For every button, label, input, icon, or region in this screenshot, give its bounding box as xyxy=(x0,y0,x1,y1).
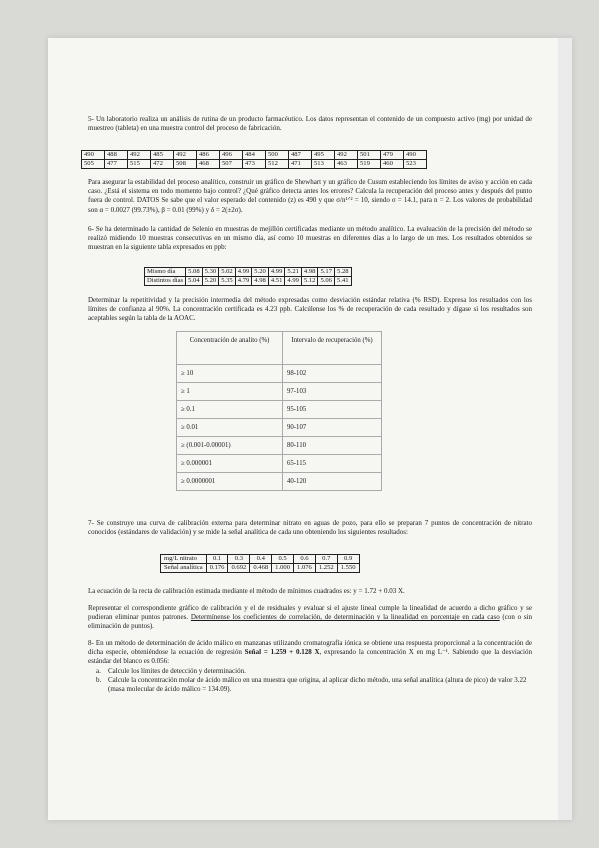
problem-8-intro-a: 8- En un método de determinación de ácido málico en manzanas utilizando cromatografía iónica se obtiene una respuesta proporcional a la concentración de dicha especie, obteniéndose la ecuación de regresión xyxy=(88,639,532,657)
document-page xyxy=(48,38,572,820)
table-row xyxy=(161,564,360,573)
table-cell: 0.6 xyxy=(294,555,316,564)
selenium-table xyxy=(144,267,352,286)
concentration-cell: ≥ 0.0000001 xyxy=(177,473,283,491)
table-cell: 492 xyxy=(174,151,197,160)
table-cell: 0.176 xyxy=(206,564,228,573)
list-item-text: Calcule los límites de detección y determinación. xyxy=(108,667,246,675)
table-cell: 1.550 xyxy=(337,564,359,573)
table-cell: 0.9 xyxy=(337,555,359,564)
problem-8-intro xyxy=(88,639,532,667)
table-cell: 5.06 xyxy=(318,277,335,286)
table-cell: 468 xyxy=(197,160,220,169)
column-header-recovery: Intervalo de recuperación (%) xyxy=(283,332,382,365)
recovery-cell: 98-102 xyxy=(283,365,382,383)
table-cell: 4.98 xyxy=(252,277,269,286)
table-row xyxy=(177,365,382,383)
table-cell: 0.3 xyxy=(228,555,250,564)
recovery-cell: 80-110 xyxy=(283,437,382,455)
table-cell: 460 xyxy=(381,160,404,169)
table-cell: 496 xyxy=(220,151,243,160)
problem-6-text: Determinar la repetitividad y la precisión intermedia del método expresadas como desviación estándar relativa (% RSD). Expresa los resultados con los límites de confianza al 90%. La concentración certificada es 4.23 ppb. Calcúlense los % de recuperación de cada resultado y dígase si los resultados son aceptables según la tabla de la AOAC. xyxy=(88,296,532,323)
table-cell: 1.252 xyxy=(315,564,337,573)
table-cell: 513 xyxy=(312,160,335,169)
table-row xyxy=(82,160,427,169)
table-cell: 490 xyxy=(404,151,427,160)
table-cell: 5.28 xyxy=(335,268,352,277)
table-cell: 495 xyxy=(312,151,335,160)
list-item xyxy=(92,667,532,676)
row-label-same-day: Mismo día xyxy=(145,268,186,277)
table-cell: 0.4 xyxy=(250,555,272,564)
problem-5-intro: 5- Un laboratorio realiza un análisis de rutina de un producto farmacéutico. Los datos representan el contenido de un compuesto activo (mg) por unidad de muestreo (tableta) en una muestra control del proceso de fabricación. xyxy=(88,115,532,133)
table-row xyxy=(177,437,382,455)
table-cell: 5.35 xyxy=(219,277,236,286)
tablet-content-table xyxy=(81,150,427,169)
problem-7-text-c: (con o sin eliminación de puntos). xyxy=(88,613,532,631)
row-label-signal: Señal analítica xyxy=(161,564,207,573)
recovery-cell: 97-103 xyxy=(283,383,382,401)
table-row xyxy=(177,383,382,401)
table-row xyxy=(177,401,382,419)
table-cell: 4.79 xyxy=(235,277,252,286)
table-cell: 4.51 xyxy=(268,277,285,286)
recovery-cell: 65-115 xyxy=(283,455,382,473)
table-cell: 485 xyxy=(151,151,174,160)
table-cell: 472 xyxy=(151,160,174,169)
problem-7-text-b: Determínense los coeficientes de correlación, de determinación y la linealidad en porcentaje en cada caso xyxy=(190,613,500,622)
list-item xyxy=(92,676,532,694)
concentration-cell: ≥ 10 xyxy=(177,365,283,383)
table-row xyxy=(177,473,382,491)
table-cell: 515 xyxy=(128,160,151,169)
calibration-table xyxy=(160,554,360,573)
table-cell: 5.12 xyxy=(301,277,318,286)
table-cell: 492 xyxy=(335,151,358,160)
regression-equation-bold: Señal = 1.259 + 0.128 X xyxy=(244,648,320,657)
problem-8-intro-c: , expresando la concentración X en mg L⁻¹. Sabiendo que la desviación estándar del blanco es 0.056: xyxy=(88,648,532,666)
recovery-cell: 95-105 xyxy=(283,401,382,419)
table-cell: 4.99 xyxy=(285,277,302,286)
list-item-text: Calcule la concentración molar de ácido málico en una muestra que origina, al aplicar dicho método, una señal analítica (altura de pico) de valor 3.22 (masa molecular de ácido málico = 134.09). xyxy=(108,676,527,693)
table-row xyxy=(177,455,382,473)
table-cell: 512 xyxy=(266,160,289,169)
concentration-cell: ≥ (0.001-0.00001) xyxy=(177,437,283,455)
table-cell: 5.20 xyxy=(252,268,269,277)
table-header-row xyxy=(177,332,382,365)
table-cell: 486 xyxy=(197,151,220,160)
table-row xyxy=(145,277,352,286)
list-marker: a. xyxy=(96,667,101,675)
table-cell: 487 xyxy=(289,151,312,160)
regression-equation: La ecuación de la recta de calibración estimada mediante el método de mínimos cuadrados es: y = 1.72 + 0.03 X. xyxy=(88,587,405,595)
table-cell: 5.41 xyxy=(335,277,352,286)
table-cell: 5.30 xyxy=(202,268,219,277)
table-cell: 501 xyxy=(358,151,381,160)
aoac-recovery-table xyxy=(176,331,382,491)
table-cell: 5.02 xyxy=(219,268,236,277)
table-cell: 0.692 xyxy=(228,564,250,573)
problem-7-text-a: Representar el correspondiente gráfico de calibración y el de residuales y evaluar si el ajuste lineal cumple la linealidad de acuerdo a dicho gráfico y se pudieran eliminar puntos patrones. xyxy=(88,604,532,622)
table-cell: 5.21 xyxy=(285,268,302,277)
problem-8-items xyxy=(92,667,532,694)
column-header-concentration: Concentración de analito (%) xyxy=(177,332,283,365)
problem-7-intro: 7- Se construye una curva de calibración externa para determinar nitrato en aguas de pozo, para ello se preparan 7 puntos de concentración de nitrato conocidos (estándares de validación) y se mide la señal analítica de cada uno obteniendo los siguientes resultados: xyxy=(88,519,532,537)
problem-6-intro: 6- Se ha determinado la cantidad de Selenio en muestras de mejillón certificadas mediante un método analítico. La evaluación de la precisión del método se realizó midiendo 10 muestras consecutivas en un mismo día, así como 10 muestras en diferentes días a lo largo de un mes. Los resultados obtenidos se muestran en la siguiente tabla expresados en ppb: xyxy=(88,225,532,252)
recovery-cell: 40-120 xyxy=(283,473,382,491)
table-cell: 4.98 xyxy=(301,268,318,277)
table-row xyxy=(161,555,360,564)
problem-7-text xyxy=(88,604,532,632)
row-label-concentration: mg/L nitrato xyxy=(161,555,207,564)
table-cell: 500 xyxy=(266,151,289,160)
table-cell: 463 xyxy=(335,160,358,169)
table-cell: 4.99 xyxy=(268,268,285,277)
table-cell: 4.99 xyxy=(235,268,252,277)
table-cell: 5.20 xyxy=(202,277,219,286)
concentration-cell: ≥ 0.000001 xyxy=(177,455,283,473)
problem-5-text: Para asegurar la estabilidad del proceso analítico, construir un gráfico de Shewhart y un gráfico de Cusum estableciendo los límites de aviso y acción en cada caso. ¿Está el sistema en todo momento bajo control? ¿Qué gráfico detecta antes los errores? Calcula la recuperación del proceso antes y después del punto fuera de control. DATOS Se sabe que el valor esperado del contenido (z) es 490 y que σ/n¹ᐟ² = 10, siendo σ = 14.1, para n = 2. Los valores de probabilidad son α = 0.0027 (99.73%), β = 0.01 (99%) y δ = 2(±2σ). xyxy=(88,178,532,214)
table-cell: 477 xyxy=(105,160,128,169)
table-cell: 0.468 xyxy=(250,564,272,573)
row-label-different-days: Distintos días xyxy=(145,277,186,286)
concentration-cell: ≥ 0.1 xyxy=(177,401,283,419)
table-cell: 492 xyxy=(128,151,151,160)
table-cell: 0.7 xyxy=(315,555,337,564)
table-row xyxy=(82,151,427,160)
recovery-cell: 90-107 xyxy=(283,419,382,437)
table-cell: 5.04 xyxy=(186,277,203,286)
table-cell: 0.5 xyxy=(272,555,294,564)
table-row xyxy=(145,268,352,277)
table-cell: 5.08 xyxy=(186,268,203,277)
table-cell: 473 xyxy=(243,160,266,169)
list-marker: b. xyxy=(96,676,102,684)
table-cell: 1.000 xyxy=(272,564,294,573)
table-cell: 488 xyxy=(105,151,128,160)
table-cell: 5.17 xyxy=(318,268,335,277)
table-cell: 508 xyxy=(174,160,197,169)
table-row xyxy=(177,419,382,437)
table-cell: 523 xyxy=(404,160,427,169)
table-cell: 479 xyxy=(381,151,404,160)
table-cell: 490 xyxy=(82,151,105,160)
concentration-cell: ≥ 0.01 xyxy=(177,419,283,437)
table-cell: 471 xyxy=(289,160,312,169)
concentration-cell: ≥ 1 xyxy=(177,383,283,401)
page-edge xyxy=(558,38,572,820)
table-cell: 484 xyxy=(243,151,266,160)
table-cell: 1.076 xyxy=(294,564,316,573)
table-cell: 0.1 xyxy=(206,555,228,564)
table-cell: 519 xyxy=(358,160,381,169)
table-cell: 505 xyxy=(82,160,105,169)
table-cell: 507 xyxy=(220,160,243,169)
